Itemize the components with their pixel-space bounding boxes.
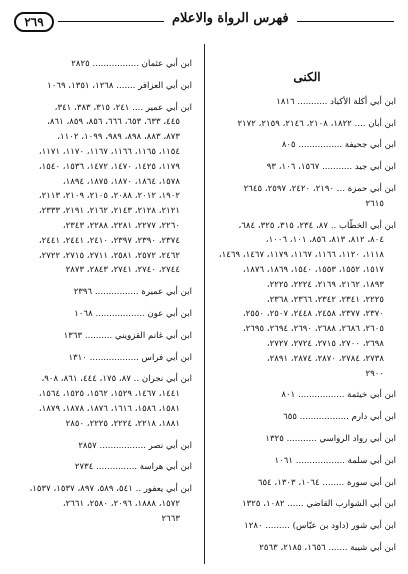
entry-line: ابن أبي حمزة ... ٢١٩٠، ٢٤٢٠، ٢٥٩٧، ٢٦٤٥: [243, 183, 396, 194]
entry-line: ٢١٢١، ٢١٢٨، ٢١٤٣، ٢١٦٢، ٢١٩١، ٢٣٣٣،: [38, 206, 180, 217]
entry-line: ابن أبي عمير .... ٢٤١، ٣١٥، ٣٨٣، ٣٤١،: [54, 102, 192, 113]
index-entry: [14, 329, 192, 344]
right-entries: [218, 95, 396, 556]
entry-line: ١١٥٤، ١١٦٥، ١١٦٦، ١١٦٧، ١١٧٠، ١١٧١،: [38, 146, 180, 157]
section-title: الكنى: [293, 70, 321, 84]
entry-line: ٤٤٥، ٦٣٣، ٦٥٣، ٦٦٦، ٨٥٦، ٨٥٩، ٨٦١،: [47, 117, 180, 128]
entry-line: ٢٦٩٨، ٢٧٠٠، ٢٧١٥، ٢٧٢٤، ٢٧٢٧،: [266, 338, 384, 349]
entry-line: ابن أبي سلمة .................. ١٠٦١: [274, 455, 396, 466]
column-divider: [204, 44, 205, 564]
entry-line: ابن أبي أكلة الأكباد ........... ١٨١٦: [276, 96, 396, 107]
right-column: [218, 52, 396, 563]
entry-line: ابن أبي نصر ................. ٢٨٥٧: [78, 440, 192, 451]
entry-line: ابن أبي العزافر ....... ١٢٦٨، ١٣٥١، ١٠٦٩: [47, 80, 192, 91]
entry-line: ابن أبي رواد الرواسي ........... ١٣٢٥: [265, 433, 396, 444]
index-entry: [218, 497, 396, 512]
entry-line: ابن أبي سورة ........ ١٠٦٤، ١٣٠٣، ٦٥٤: [257, 477, 396, 488]
entry-line: ١٨٩٣، ٢١٦٢، ٢١٦٩، ٢٢٢٤، ٢٢٢٥،: [266, 279, 384, 290]
entry-line: ابن أبي دارم .................. ٦٥٥: [283, 412, 396, 423]
entry-line: ٢٩٠٠: [365, 368, 384, 379]
index-entry: [218, 519, 396, 534]
index-entry: [14, 439, 192, 454]
entry-line: ابن أبي يعفور .. ٥٤١، ٥٨٩، ٨٩٧، ١٥٣٧، ١٥٣٧،: [29, 484, 192, 495]
entry-line: ٨٧٣، ٨٨٣، ٨٩٨، ٩٨٩، ١٠٩٩، ١١٠٢،: [57, 132, 180, 143]
entry-line: ابن أبي خيثمة ................. ٨٠١: [281, 390, 396, 401]
entry-line: ابن أبي هراسة ............... ٢٧٣٤: [74, 462, 192, 473]
index-entry: [218, 95, 396, 110]
entry-line: ٨٠٤، ٨١٢، ٨١٣، ٨٥٦، ١٠١، ١٠٠٦،: [265, 235, 384, 246]
index-entry: [218, 476, 396, 491]
entry-line: ٢٦١٥: [365, 198, 384, 209]
entry-line: ابن أبي عميرة ................ ٢٣٩٦: [73, 287, 192, 298]
index-entry: [14, 79, 192, 94]
entry-line: ابن أبي نجران .. ٨٧، ١٧٥، ٤٤٤، ٨٦١، ٩٠٨،: [41, 374, 192, 385]
index-entry: [218, 117, 396, 132]
index-entry: [218, 160, 396, 175]
index-entry: [14, 372, 192, 431]
entry-line: ابن أبي فراس .................. ١٣١٠: [68, 352, 192, 363]
index-entry: [14, 460, 192, 475]
index-entry: [14, 482, 192, 526]
page-number: ٢٦٩: [24, 15, 44, 29]
entry-line: ١٤٤١، ١٤٦٧، ١٥٢٩، ١٥٦٢، ١٥٢٥، ١٥٦٤،: [38, 389, 180, 400]
index-entry: [218, 182, 396, 212]
entry-line: ١٩٠٢، ٢٠١٢، ٢٠٨٨، ٢١٠٥، ٢١٠٩، ٢١١٣،: [38, 191, 180, 202]
index-entry: [14, 57, 192, 72]
entry-line: ١١٧٩، ١٤٢٥، ١٤٧٠، ١٤٧٢، ١٥٣٦، ١٥٤٠،: [38, 161, 180, 172]
entry-line: ١٨٨١، ٢٢١٨، ٢٢٢٤، ٢٢٢٥، ٢٨٥٠: [65, 418, 180, 429]
entry-line: ابن أبي غانم القزويني .......... ١٣٦٣: [63, 330, 192, 341]
entry-line: ٢٤٦٢، ٢٥٧٢، ٢٥٨١، ٢٧١١، ٢٧١٥، ٢٧٢٢،: [38, 250, 180, 261]
index-entry: [218, 138, 396, 153]
entry-line: ابن أبي شيبة ....... ١٦٥٦، ٢١٨٥، ٢٥٦٣: [259, 542, 396, 553]
entry-line: ١٥٧٨، ١٨٦٤، ١٨٧٠، ١٨٧٥، ١٨٩٤،: [62, 176, 180, 187]
page-number-box: [14, 12, 54, 32]
entry-line: ابن أبي جيد ........... ١٥٦٧، ١٠٦، ٩٣: [266, 162, 396, 173]
index-entry: [218, 432, 396, 447]
entry-line: ابن أبي عون .................. ١٠٦٨: [74, 308, 192, 319]
index-entry: [218, 454, 396, 469]
index-entry: [218, 410, 396, 425]
entry-line: ٢٦٠٥، ٢٦٨٦، ٢٦٨٨، ٢٦٩٠، ٢٦٩٤، ٢٦٩٥،: [242, 324, 384, 335]
entry-line: ١١١٨، ١١٢٠، ١١٦٦، ١١٦٧، ١١٧٩، ١٤٦٧، ١٤٦٩،: [218, 250, 384, 261]
entry-line: ابن أبي جحيفة ................ ٨٠٥: [281, 140, 396, 151]
index-entry: [14, 351, 192, 366]
entry-line: ٢٣٧٠، ٢٣٧٧، ٢٤٥٨، ٢٤٤٨، ٢٥٠٧، ٢٥٥٠،: [242, 309, 384, 320]
index-entry: [218, 388, 396, 403]
page-header: [14, 10, 394, 36]
entry-line: ٢٣٧٤، ٢٣٩٠، ٢٣٩٧، ٢٤١٠، ٢٤٤١، ٢٤٤١،: [38, 235, 180, 246]
entry-line: ٢٦٦٣: [161, 513, 180, 524]
left-entries: [14, 57, 192, 527]
index-entry: [218, 541, 396, 556]
entry-line: ابن أبي الشوارب القاضي ...... ١٠٨٢، ١٣٢٥: [242, 499, 396, 510]
entry-line: ابن أبي عثمان ................. ٢٨٢٥: [71, 59, 192, 69]
entry-line: ابن أبان .... ١٨٢٢، ٢١٠٨، ٢١٤٦، ٢١٥٩، ٢١٧٢: [237, 118, 396, 129]
index-entry: [14, 285, 192, 300]
entry-line: ٢٢٦٠، ٢٢٧٧، ٢٢٨١، ٢٢٨٨، ٢٣٤٣،: [62, 220, 180, 231]
entry-line: ١٥٨١، ١٥٨٦، ١٦١٦، ١٨٧٦، ١٨٧٨، ١٨٧٩،: [38, 403, 180, 414]
entry-line: ابن أبي شور (داود بن عبّاس) ......... ١٢٨٠: [244, 521, 396, 532]
entry-line: ٢٧٤٤، ٢٧٤٠، ٢٧٤١، ٢٨٤٣، ٢٨٧٣: [65, 265, 180, 276]
index-entry: [218, 219, 396, 382]
entry-line: ٢٧٣٨، ٢٧٨٤، ٢٨٧٠، ٢٨٧٤، ٢٨٩١،: [266, 353, 384, 364]
running-title: فهرس الرواة والاعلام: [164, 11, 297, 26]
index-entry: [14, 101, 192, 279]
entry-line: ١٥١٧، ١٥٥٢، ١٥٥٣، ١٥٤٠، ١٨٦٩، ١٨٧٦،: [242, 264, 384, 275]
left-column: [14, 57, 192, 534]
entry-line: ٢٢٢٥، ٢٣٤١، ٢٣٤٢، ٢٣٦٦، ٢٣٦٨،: [266, 294, 384, 305]
index-entry: [14, 307, 192, 322]
entry-line: ابن أبي الخطّاب .. ٨٧، ٢٣٤، ٣١٥، ٣٢٥، ٦٨٤،: [238, 220, 396, 231]
entry-line: ١٥٧٢، ١٨٨٨، ٢٠٩٦، ٢٥٨٠، ٢٦٦١،: [62, 498, 180, 509]
